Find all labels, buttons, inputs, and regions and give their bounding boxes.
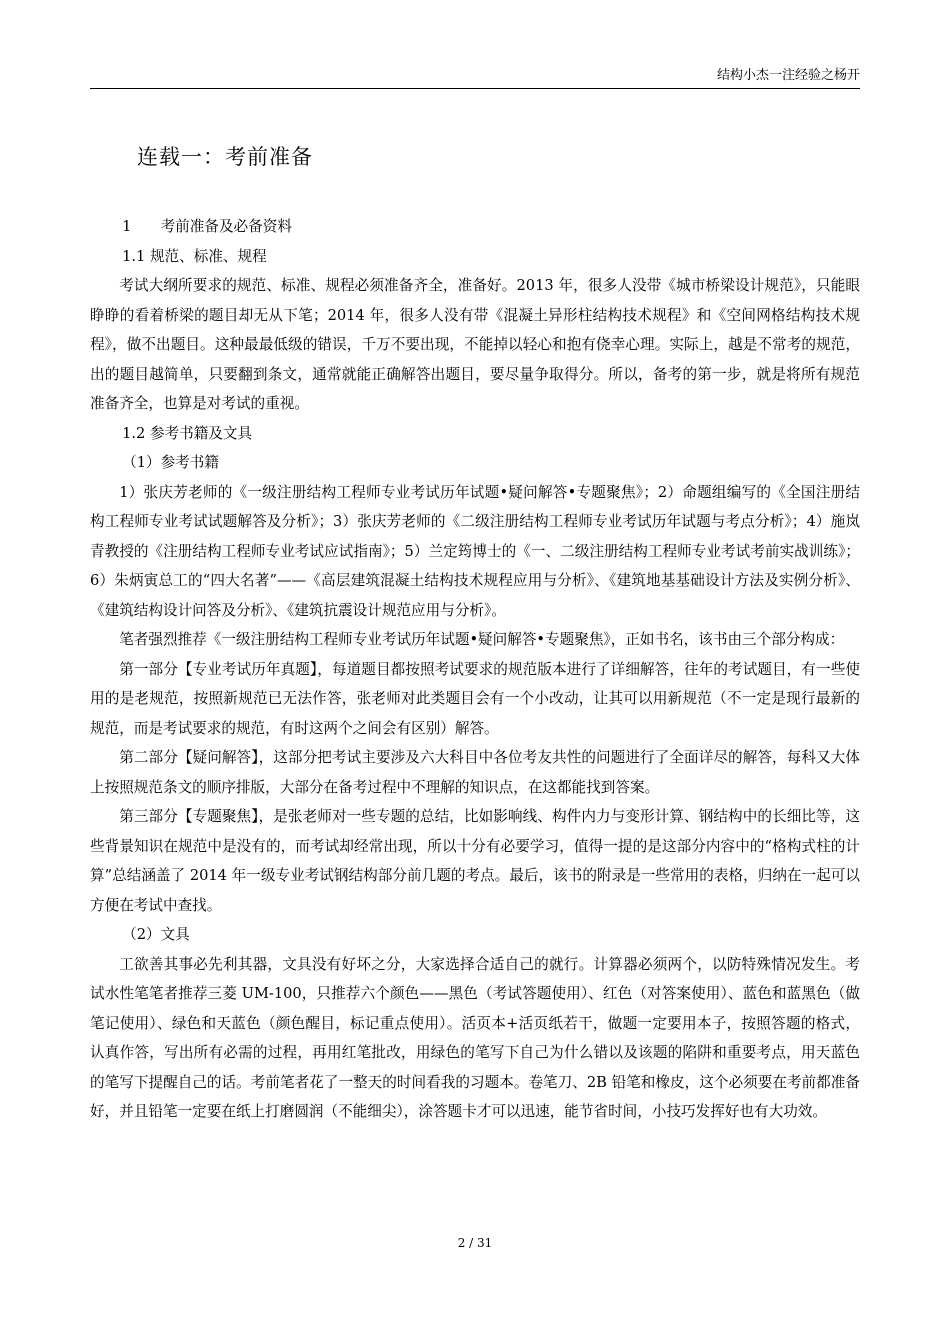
paragraph: 工欲善其事必先利其器，文具没有好坏之分，大家选择合适自己的就行。计算器必须两个，以防特殊情况发生。考试水性笔笔者推荐三菱 UM-100，只推荐六个颜色——黑色（考试答题使用）、红色（对答案使用）、蓝色和蓝黑色（做笔记使用）、绿色和天蓝色（颜色醒目，标记重点使用）。活页本+活页纸若干，做题一定要用本子，按照答题的格式，认真作答，写出所有必需的过程，再用红笔批改，用绿色的笔写下自己为什么错以及该题的陷阱和重要考点，用天蓝色的笔写下提醒自己的话。考前笔者花了一整天的时间看我的习题本。卷笔刀、2B 铅笔和橡皮，这个必须要在考前都准备好，并且铅笔一定要在纸上打磨圆润（不能细尖），涂答题卡才可以迅速，能节省时间，小技巧发挥好也有大功效。 xyxy=(90,955,860,1120)
page-header: 结构小杰一注经验之杨开 xyxy=(716,68,860,83)
paragraph: 1）张庆芳老师的《一级注册结构工程师专业考试历年试题•疑问解答•专题聚焦》；2）命题组编写的《全国注册结构工程师专业考试试题解答及分析》；3）张庆芳老师的《二级注册结构工程师专业考试历年试题与考点分析》；4）施岚青教授的《注册结构工程师专业考试应试指南》；5）兰定筠博士的《一、二级注册结构工程师专业考试考前实战训练》；6）朱炳寅总工的“四大名著”——《高层建筑混凝土结构技术规程应用与分析》、《建筑地基基础设计方法及实例分析》、《建筑结构设计问答及分析》、《建筑抗震设计规范应用与分析》。 xyxy=(90,483,860,619)
page-title: 连载一：考前准备 xyxy=(137,145,313,169)
item-heading: （1）参考书籍 xyxy=(122,454,219,471)
section-heading: 1 考前准备及必备资料 xyxy=(122,218,292,235)
paragraph: 第三部分【专题聚焦】，是张老师对一些专题的总结，比如影响线、构件内力与变形计算、钢结构中的长细比等，这些背景知识在规范中是没有的，而考试却经常出现，所以十分有必要学习，值得一提的是这部分内容中的“格构式柱的计算”总结涵盖了 2014 年一级专业考试钢结构部分前几题的考点。最后，该书的附录是一些常用的表格，归纳在一起可以方便在考试中查找。 xyxy=(90,808,860,914)
item-heading: （2）文具 xyxy=(122,926,190,943)
subsection-heading: 1.2 参考书籍及文具 xyxy=(122,424,253,442)
document-body xyxy=(90,212,860,1127)
paragraph: 第一部分【专业考试历年真题】，每道题目都按照考试要求的规范版本进行了详细解答，往年的考试题目，有一些使用的是老规范，按照新规范已无法作答，张老师对此类题目会有一个小改动，让其可以用新规范（不一定是现行最新的规范，而是考试要求的规范，有时这两个之间会有区别）解答。 xyxy=(90,660,860,737)
header-divider xyxy=(90,88,860,89)
paragraph: 笔者强烈推荐《一级注册结构工程师专业考试历年试题•疑问解答•专题聚焦》，正如书名，该书由三个部分构成： xyxy=(119,631,845,648)
paragraph: 考试大纲所要求的规范、标准、规程必须准备齐全，准备好。2013 年，很多人没带《城市桥梁设计规范》，只能眼睁睁的看着桥梁的题目却无从下笔；2014 年，很多人没有带《混凝土异形柱结构技术规程》和《空间网格结构技术规程》，做不出题目。这种最最低级的错误，千万不要出现，不能掉以轻心和抱有侥幸心理。实际上，越是不常考的规范，出的题目越简单，只要翻到条文，通常就能正确解答出题目，要尽量争取得分。所以，备考的第一步，就是将所有规范准备齐全，也算是对考试的重视。 xyxy=(90,277,860,412)
subsection-heading: 1.1 规范、标准、规程 xyxy=(122,247,267,265)
paragraph: 第二部分【疑问解答】，这部分把考试主要涉及六大科目中各位考友共性的问题进行了全面详尽的解答，每科又大体上按照规范条文的顺序排版，大部分在备考过程中不理解的知识点，在这都能找到答案。 xyxy=(90,749,860,796)
page-number: 2 / 31 xyxy=(457,1236,493,1250)
